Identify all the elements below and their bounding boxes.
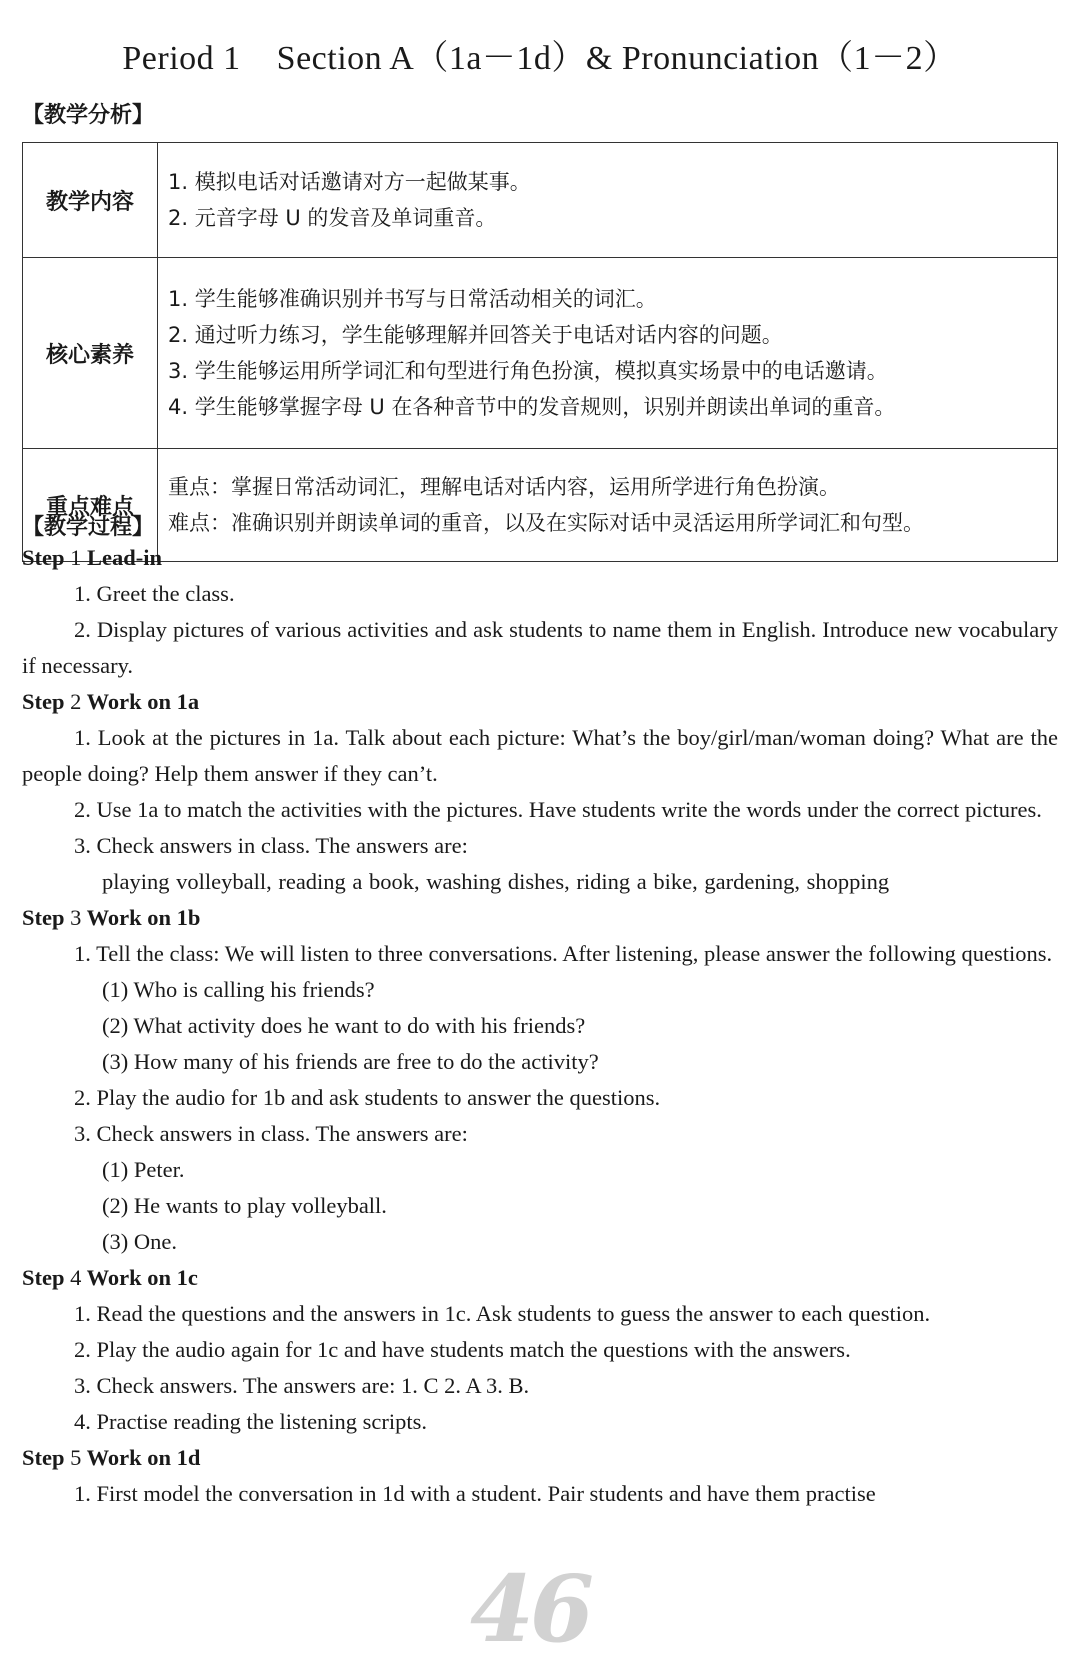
content-line: 4. 学生能够掌握字母 U 在各种音节中的发音规则，识别并朗读出单词的重音。 [168, 395, 896, 419]
content-line: 2. 元音字母 U 的发音及单词重音。 [168, 206, 497, 230]
step-name: Work on 1a [86, 689, 200, 714]
step-name: Work on 1c [86, 1265, 198, 1290]
step-heading [22, 900, 1058, 936]
answer-item: (1) Peter. [102, 1157, 185, 1182]
paragraph: 1. Read the questions and the answers in 1c. Ask students to guess the answer to each question. [74, 1301, 931, 1326]
paragraph: 2. Play the audio again for 1c and have students match the questions with the answers. [74, 1337, 851, 1362]
step-word: Step [22, 689, 65, 714]
step-number: 4 [70, 1265, 82, 1290]
row-content [158, 258, 1058, 449]
teaching-process [22, 540, 1058, 1512]
step-heading [22, 684, 1058, 720]
step-word: Step [22, 1265, 65, 1290]
step-heading [22, 1440, 1058, 1476]
paragraph: 1. Look at the pictures in 1a. Talk about each picture: What’s the boy/girl/man/woman doing? What are the people doing? Help them answer if they can’t. [22, 725, 1058, 786]
step-word: Step [22, 905, 65, 930]
step-word: Step [22, 1445, 65, 1470]
content-line: 重点：掌握日常活动词汇，理解电话对话内容，运用所学进行角色扮演。 [168, 475, 840, 499]
answer-item: (3) One. [102, 1229, 177, 1254]
analysis-table [22, 142, 1058, 562]
row-content [158, 143, 1058, 258]
step-number: 1 [70, 545, 82, 570]
step-number: 5 [70, 1445, 82, 1470]
paragraph: 1. Greet the class. [74, 581, 235, 606]
paragraph: 3. Check answers in class. The answers are: [74, 833, 468, 858]
answer-line: playing volleyball, reading a book, washing dishes, riding a bike, gardening, shopping [102, 869, 890, 894]
content-line: 2. 通过听力练习，学生能够理解并回答关于电话对话内容的问题。 [168, 323, 783, 347]
paragraph: 4. Practise reading the listening scripts. [74, 1409, 428, 1434]
paragraph: 2. Play the audio for 1b and ask students to answer the questions. [74, 1085, 661, 1110]
row-label: 核心素养 [23, 258, 158, 449]
step-heading [22, 540, 1058, 576]
row-label: 重点难点 [23, 449, 158, 562]
content-line: 1. 模拟电话对话邀请对方一起做某事。 [168, 170, 531, 194]
paragraph: 3. Check answers in class. The answers are: [74, 1121, 468, 1146]
row-label: 教学内容 [23, 143, 158, 258]
question-item: (3) How many of his friends are free to do the activity? [102, 1049, 599, 1074]
analysis-heading: 【教学分析】 [22, 103, 155, 128]
page-number: 46 [470, 1555, 591, 1663]
paragraph: 1. First model the conversation in 1d with a student. Pair students and have them practise [74, 1481, 876, 1506]
paragraph: 2. Use 1a to match the activities with the pictures. Have students write the words under the correct pictures. [74, 797, 1042, 822]
paragraph: 1. Tell the class: We will listen to three conversations. After listening, please answer the following questions. [74, 941, 1053, 966]
step-heading [22, 1260, 1058, 1296]
content-line: 难点：准确识别并朗读单词的重音，以及在实际对话中灵活运用所学词汇和句型。 [168, 511, 924, 535]
step-name: Lead-in [87, 545, 163, 570]
table-row [23, 258, 1058, 449]
step-number: 2 [70, 689, 82, 714]
step-number: 3 [70, 905, 82, 930]
step-name: Work on 1d [86, 1445, 201, 1470]
page-title: Period 1 Section A（1a－1d）& Pronunciation（1－2） [122, 40, 958, 77]
content-line: 1. 学生能够准确识别并书写与日常活动相关的词汇。 [168, 287, 657, 311]
step-name: Work on 1b [86, 905, 201, 930]
table-row [23, 143, 1058, 258]
question-item: (1) Who is calling his friends? [102, 977, 375, 1002]
step-word: Step [22, 545, 65, 570]
paragraph: 3. Check answers. The answers are: 1. C 2. A 3. B. [74, 1373, 530, 1398]
question-item: (2) What activity does he want to do with his friends? [102, 1013, 586, 1038]
process-heading: 【教学过程】 [22, 515, 155, 540]
answer-item: (2) He wants to play volleyball. [102, 1193, 387, 1218]
content-line: 3. 学生能够运用所学词汇和句型进行角色扮演，模拟真实场景中的电话邀请。 [168, 359, 888, 383]
paragraph: 2. Display pictures of various activities and ask students to name them in English. Introduce new vocabulary if necessary. [22, 617, 1058, 678]
